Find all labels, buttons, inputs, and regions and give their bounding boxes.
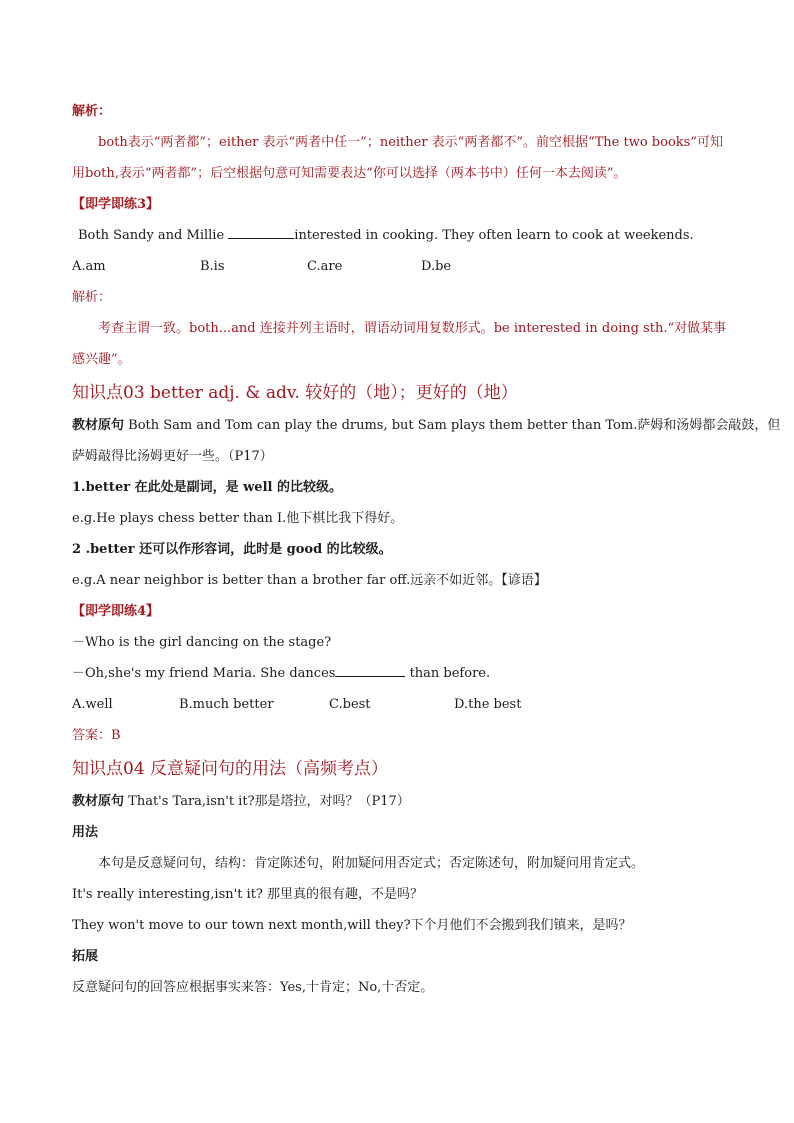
option-b: B.is (200, 259, 225, 274)
point-4-source-sentence (72, 786, 724, 817)
knowledge-point-04-heading: 知识点04 反意疑问句的用法（高频考点） (72, 759, 389, 779)
practice-4-dialog-1: －Who is the girl dancing on the stage? (72, 635, 332, 650)
source-label: 教材原句 (72, 418, 125, 433)
source-text: That's Tara,isn't it?那是塔拉，对吗？（P17） (124, 794, 410, 809)
question-text-start: Both Sandy and Millie (78, 228, 229, 243)
practice-3-analysis-text: 考查主谓一致。both...and 连接并列主语时，谓语动词用复数形式。be interested in doing sth.“对做某事 (98, 321, 727, 336)
practice-4-options (72, 689, 724, 720)
option-d: D.be (421, 259, 452, 274)
option-b: B.much better (179, 697, 274, 712)
usage-text: 本句是反意疑问句，结构：肯定陈述句，附加疑问用否定式；否定陈述句，附加疑问用肯定式。 (98, 856, 645, 871)
source-text: Both Sam and Tom can play the drums, but Sam plays them better than Tom.萨姆和汤姆都会敲鼓，但 (124, 418, 781, 433)
point-4-example-2: They won't move to our town next month,will they?下个月他们不会搬到我们镇来，是吗？ (72, 918, 632, 933)
extend-text: 反意疑问句的回答应根据事实来答：Yes,十肯定；No,十否定。 (72, 980, 434, 995)
practice-4-dialog-2 (72, 658, 724, 689)
point-3-example-1: e.g.He plays chess better than I.他下棋比我下得好。 (72, 511, 404, 526)
practice-3-analysis-label: 解析： (72, 290, 112, 305)
analysis-text: both表示“两者都”；either 表示“两者中任一”；neither 表示“两者都不”。前空根据“The two books”可知 (98, 135, 723, 150)
analysis-label: 解析： (72, 104, 112, 119)
practice-3-options (72, 251, 724, 282)
point-3-source-sentence-continued: 萨姆敲得比汤姆更好一些。（P17） (72, 449, 273, 464)
answer-blank (228, 226, 294, 239)
option-c: C.best (329, 697, 371, 712)
question-text-end: interested in cooking. They often learn to cook at weekends. (294, 228, 694, 243)
extend-label: 拓展 (72, 949, 99, 964)
point-3-rule-2: 2 .better 还可以作形容词，此时是 good 的比较级。 (72, 542, 392, 557)
point-3-example-2: e.g.A near neighbor is better than a brother far off.远亲不如近邻。【谚语】 (72, 573, 547, 588)
point-3-rule-1: 1.better 在此处是副词，是 well 的比较级。 (72, 480, 342, 495)
dialog-text-start: －Oh,she's my friend Maria. She dances (72, 666, 336, 681)
option-a: A.well (72, 697, 113, 712)
point-4-example-1: It's really interesting,isn't it? 那里真的很有趣，不是吗？ (72, 887, 424, 902)
source-label: 教材原句 (72, 794, 125, 809)
page-content (72, 96, 781, 1003)
dialog-text-end: than before. (405, 666, 491, 681)
option-d: D.the best (454, 697, 522, 712)
option-a: A.am (72, 259, 106, 274)
usage-label: 用法 (72, 825, 99, 840)
analysis-text-continued: 用both,表示“两者都”；后空根据句意可知需要表达“你可以选择（两本书中）任何一本去阅读”。 (72, 166, 627, 181)
answer-blank (335, 664, 405, 677)
practice-3-label: 【即学即练3】 (72, 197, 160, 212)
practice-4-answer: 答案：B (72, 728, 121, 743)
practice-4-label: 【即学即练4】 (72, 604, 160, 619)
point-3-source-sentence (72, 410, 781, 441)
practice-3-question (72, 220, 724, 251)
option-c: C.are (307, 259, 343, 274)
practice-3-analysis-text-continued: 感兴趣”。 (72, 352, 131, 367)
knowledge-point-03-heading: 知识点03 better adj. & adv. 较好的（地）；更好的（地） (72, 383, 518, 403)
